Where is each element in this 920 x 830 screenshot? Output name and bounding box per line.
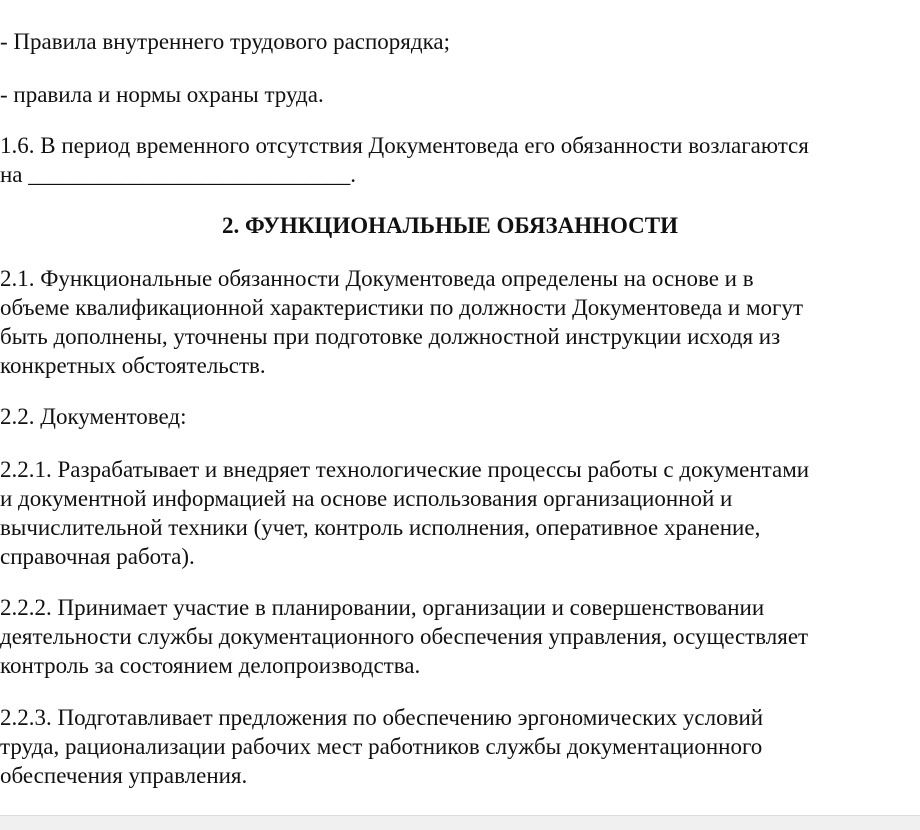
paragraph-2-2: 2.2. Документовед: bbox=[0, 404, 187, 429]
paragraph-2-1: 2.1. Функциональные обязанности Документоведа определены на основе и в объеме квалификационной характеристики по должности Документоведа и могут быть дополнены, уточнены при подготовке должностной инструкции исходя из конкретных обстоятельств. bbox=[0, 266, 804, 378]
list-item-work-rules: - Правила внутреннего трудового распорядка; bbox=[0, 29, 451, 54]
horizontal-scrollbar[interactable] bbox=[0, 815, 920, 830]
vertical-margin bbox=[900, 0, 920, 815]
section-heading: 2. ФУНКЦИОНАЛЬНЫЕ ОБЯЗАННОСТИ bbox=[221, 213, 678, 238]
list-item-safety-rules: - правила и нормы охраны труда. bbox=[0, 82, 324, 107]
paragraph-2-2-2: 2.2.2. Принимает участие в планировании, организации и совершенствовании деятельности службы документационного обеспечения управления, осуществляет контроль за состоянием делопроизводства. bbox=[0, 595, 809, 678]
paragraph-2-2-3: 2.2.3. Подготавливает предложения по обеспечению эргономических условий труда, рационализации рабочих мест работников службы документационного обеспечения управления. bbox=[0, 705, 764, 788]
paragraph-2-2-1: 2.2.1. Разрабатывает и внедряет технологические процессы работы с документами и документной информацией на основе использования организационной и вычислительной техники (учет, контроль исполнения, оперативное хранение, справочная работа). bbox=[0, 457, 810, 569]
paragraph-1-6: 1.6. В период временного отсутствия Документоведа его обязанности возлагаются на ____________________________. bbox=[0, 133, 809, 187]
